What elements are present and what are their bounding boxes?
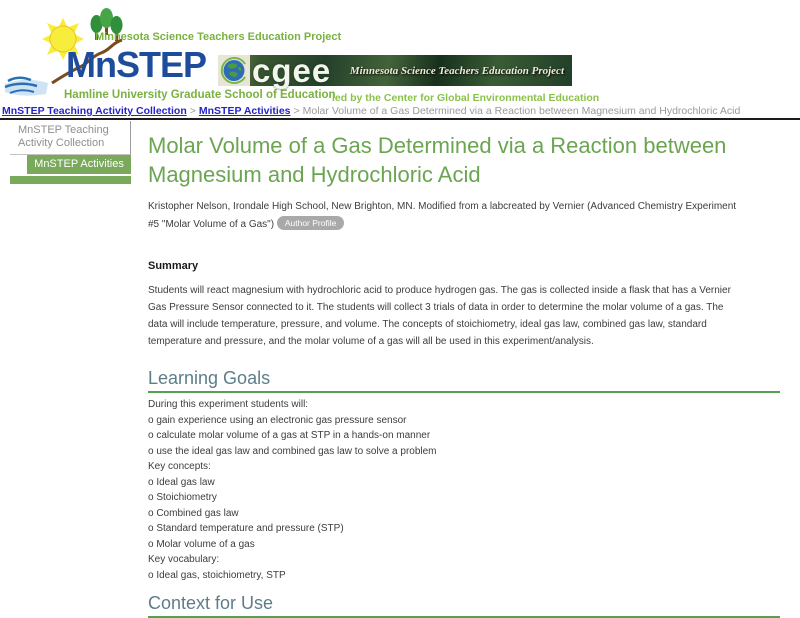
summary-paragraph: Students will react magnesium with hydrochloric acid to produce hydrogen gas. The gas is collected inside a flask that has a Vernier Gas Pressure Sensor connected to it. The students will collect 3 trials of data in order to determine the molar volume of a gas. The data will include temperature, pressure, and volume. The concepts of stoichiometry, ideal gas law, combined gas law, standard temperature and pressure, and the molar volume of a gas will all be used in this experiment/analysis. [148,285,731,347]
globe-icon [221,57,248,84]
breadcrumb-separator: > [293,105,300,117]
breadcrumb-current: Molar Volume of a Gas Determined via a Reaction between Magnesium and Hydrochloric Acid [302,105,741,117]
mnstep-tagline-top: Minnesota Science Teachers Education Project [95,31,342,43]
goal-line: o calculate molar volume of a gas at STP in a hands-on manner [148,430,431,441]
byline [148,198,746,234]
goal-line: o Ideal gas, stoichiometry, STP [148,569,286,581]
goal-line: Key vocabulary: [148,554,220,565]
learning-goals-list [148,397,780,583]
breadcrumb-separator: > [189,105,196,117]
breadcrumb-link-activities[interactable]: MnSTEP Activities [198,105,291,117]
goal-line: o gain experience using an electronic gas pressure sensor [148,414,407,426]
globe-segment [218,55,250,86]
context-for-use-heading: Context for Use [148,593,780,618]
goal-line: o Standard temperature and pressure (STP) [148,523,344,534]
author-profile-button[interactable]: Author Profile [277,216,345,230]
cgee-wordmark: cgee [252,51,332,89]
byline-text: Kristopher Nelson, Irondale High School, New Brighton, MN. Modified from a labcreated by Vernier (Advanced Chemistry Experiment #5 "Molar Volume of a Gas") [148,201,737,230]
goal-line: o Molar volume of a gas [148,538,255,550]
sidebar-item-collection[interactable]: MnSTEP Teaching Activity Collection [10,121,131,155]
cgee-subtitle: led by the Center for Global Environmental Education [332,92,600,104]
breadcrumb-link-collection[interactable]: MnSTEP Teaching Activity Collection [2,105,187,117]
cgee-banner-tagline: Minnesota Science Teachers Education Project [349,64,564,77]
summary-heading: Summary [148,260,199,272]
mnstep-wordmark[interactable]: MnSTEP [66,44,207,85]
goal-line: o Combined gas law [148,507,239,519]
goal-line: During this experiment students will: [148,399,309,410]
goal-line: o Stoichiometry [148,492,217,503]
learning-goals-heading: Learning Goals [148,368,780,393]
main-content [148,131,780,618]
header-divider [0,118,800,120]
hamline-subtitle: Hamline University Graduate School of Education [64,89,336,101]
goal-line: o use the ideal gas law and combined gas law to solve a problem [148,445,437,457]
goal-line: o Ideal gas law [148,476,215,488]
sidebar [10,121,131,184]
breadcrumb [2,105,740,117]
goal-line: Key concepts: [148,461,211,472]
waves-icon [5,78,48,96]
sidebar-accent-bar [10,176,131,184]
sidebar-item-activities-active[interactable]: MnSTEP Activities [27,155,131,174]
page-title: Molar Volume of a Gas Determined via a Reaction between Magnesium and Hydrochloric Acid [148,133,727,187]
cgee-banner[interactable] [218,51,572,89]
